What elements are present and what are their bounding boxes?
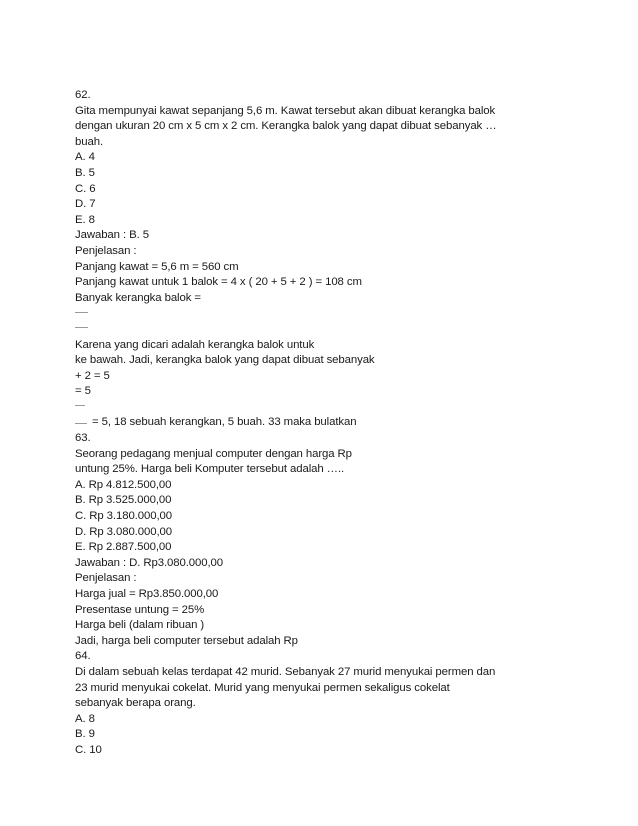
question-number: 63. [75, 432, 91, 445]
option-b: B. Rp 3.525.000,00 [75, 494, 172, 507]
fraction-bar [75, 327, 88, 328]
option-a: A. 8 [75, 712, 95, 725]
question-text: Gita mempunyai kawat sepanjang 5,6 m. Kawat tersebut akan dibuat kerangka balok [75, 104, 496, 117]
explanation-line: Jadi, harga beli computer tersebut adalah Rp [75, 634, 298, 647]
answer-line: Jawaban : B. 5 [75, 229, 149, 242]
option-a: A. 4 [75, 151, 95, 164]
option-c: C. 10 [75, 743, 102, 756]
option-c: C. 6 [75, 182, 96, 195]
question-number: 64. [75, 650, 91, 663]
explanation-line: Harga beli (dalam ribuan ) [75, 619, 205, 632]
question-text: buah. [75, 135, 104, 148]
fraction-bar [75, 312, 88, 313]
explanation-line: Karena yang dicari adalah kerangka balok untuk [75, 338, 315, 351]
explanation-line: Banyak kerangka balok = [75, 291, 201, 304]
option-e: E. Rp 2.887.500,00 [75, 541, 172, 554]
option-a: A. Rp 4.812.500,00 [75, 478, 172, 491]
question-text: Di dalam sebuah kelas terdapat 42 murid. Sebanyak 27 murid menyukai permen dan [75, 665, 496, 678]
explanation-line: Harga jual = Rp3.850.000,00 [75, 588, 219, 600]
fraction-bar-row [75, 322, 595, 338]
question-text: dengan ukuran 20 cm x 5 cm x 2 cm. Kerangka balok yang dapat dibuat sebanyak … [75, 120, 497, 133]
question-text: 23 murid menyukai cokelat. Murid yang menyukai permen sekaligus cokelat [75, 681, 450, 694]
explanation-line: + 2 = 5 [75, 369, 110, 382]
explanation-line: = 5 [75, 385, 91, 398]
explanation-line: Panjang kawat = 5,6 m = 560 cm [75, 260, 239, 273]
question-text: Seorang pedagang menjual computer dengan harga Rp [75, 447, 352, 460]
fraction-bar [75, 423, 87, 424]
option-e: E. 8 [75, 213, 95, 226]
explanation-line-with-fraction [75, 415, 595, 431]
option-c: C. Rp 3.180.000,00 [75, 510, 172, 523]
explanation-line: ke bawah. Jadi, kerangka balok yang dapat dibuat sebanyak [75, 354, 375, 367]
answer-line: Jawaban : D. Rp3.080.000,00 [75, 556, 224, 569]
option-b: B. 9 [75, 728, 95, 741]
fraction-bar-row [75, 400, 595, 416]
document-content [75, 88, 595, 759]
question-number: 62. [75, 89, 91, 101]
question-text: untung 25%. Harga beli Komputer tersebut adalah ….. [75, 463, 345, 476]
question-text: sebanyak berapa orang. [75, 697, 196, 710]
option-d: D. 7 [75, 198, 96, 211]
option-b: B. 5 [75, 166, 95, 179]
explanation-title: Penjelasan : [75, 244, 137, 257]
explanation-line: Panjang kawat untuk 1 balok = 4 x ( 20 + 5 + 2 ) = 108 cm [75, 276, 362, 289]
explanation-text: = 5, 18 sebuah kerangkan, 5 buah. 33 maka bulatkan [92, 416, 357, 429]
fraction-bar [75, 405, 85, 406]
explanation-title: Penjelasan : [75, 572, 137, 585]
fraction-bar-row [75, 306, 595, 322]
explanation-line: Presentase untung = 25% [75, 603, 205, 616]
option-d: D. Rp 3.080.000,00 [75, 525, 172, 538]
